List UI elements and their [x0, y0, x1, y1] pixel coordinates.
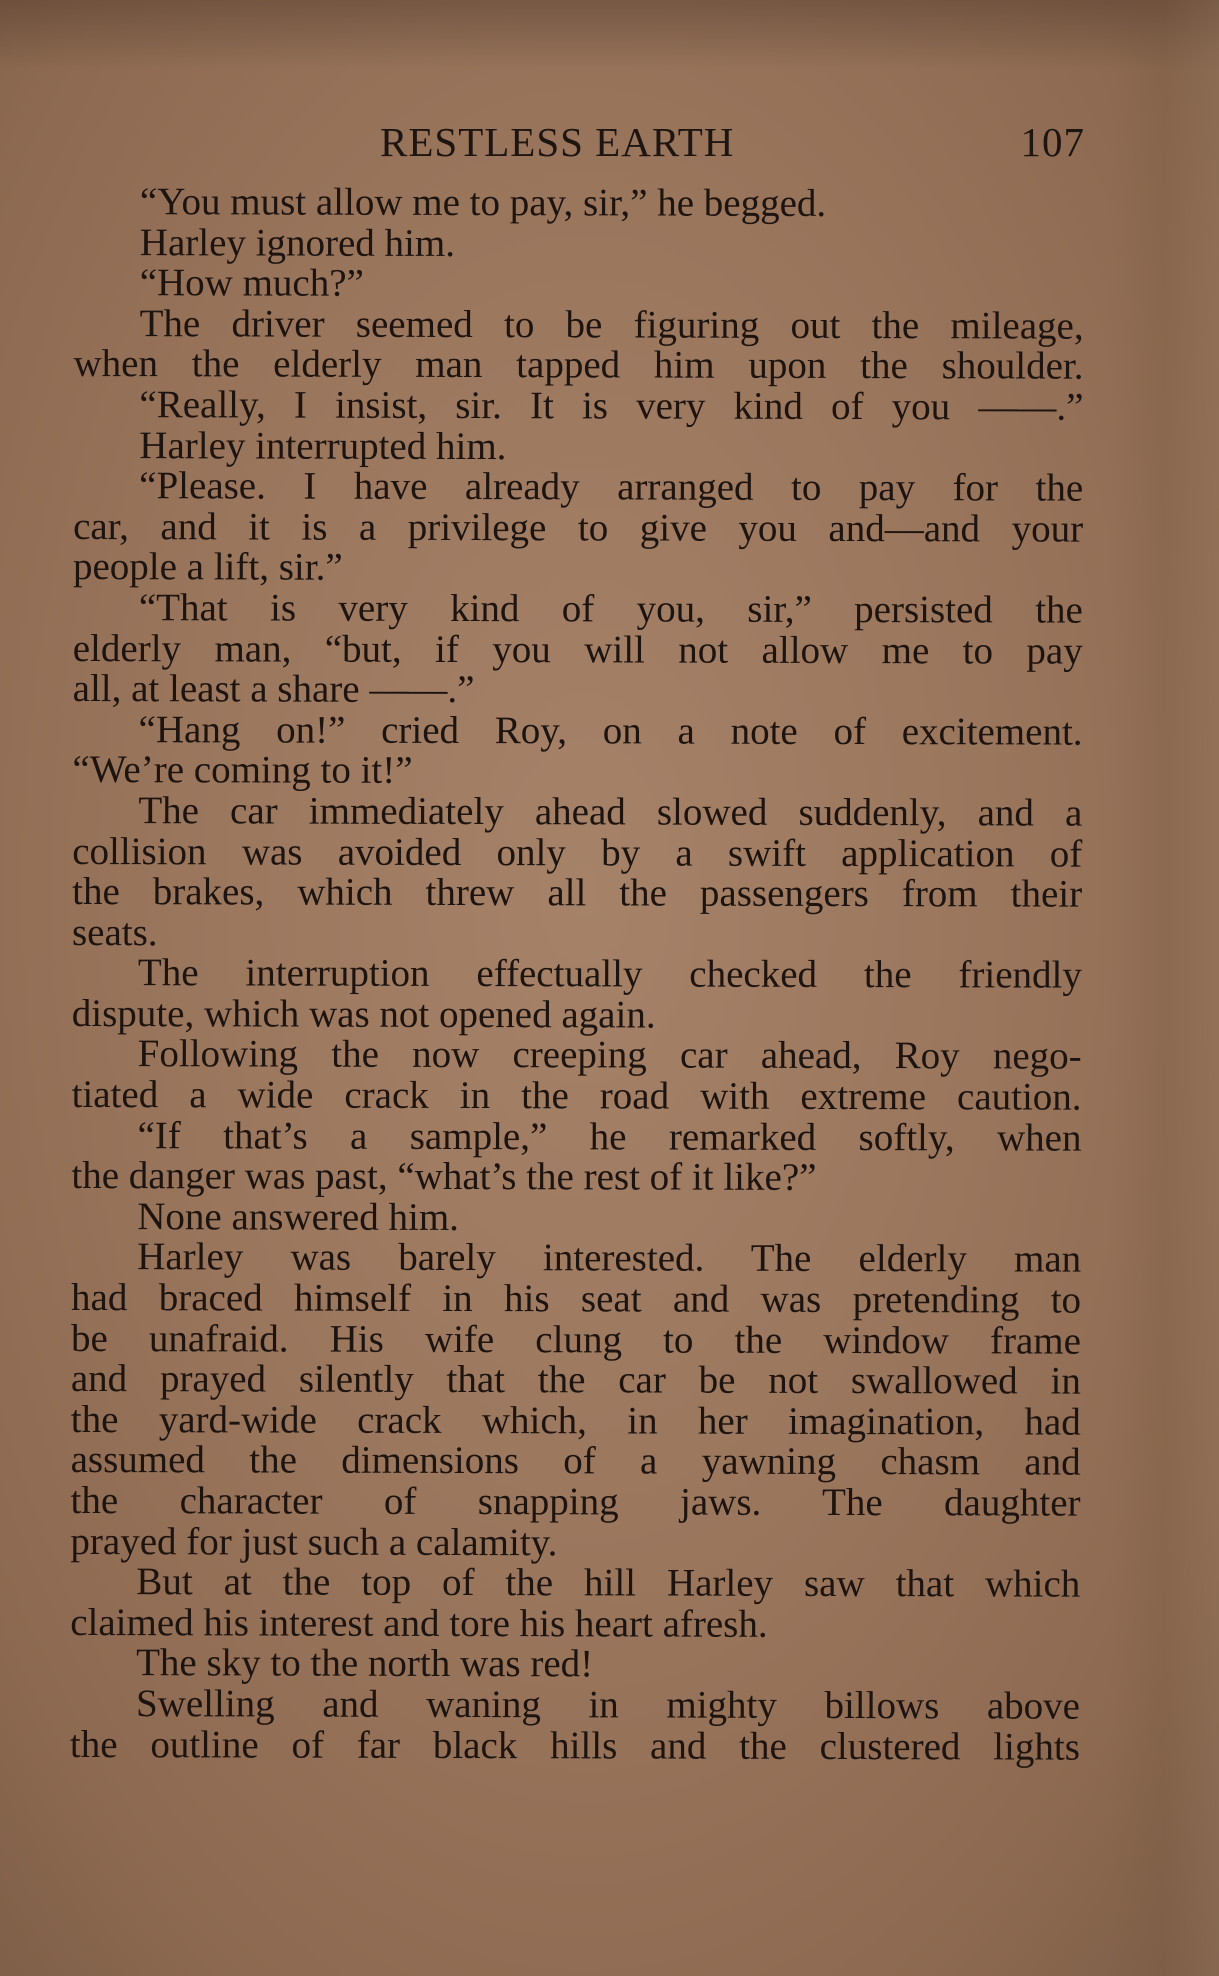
text-line: elderly man, “but, if you will not allow me to pay [72, 626, 1083, 673]
text-line: people a lift, sir.” [72, 545, 343, 590]
text-line: assumed the dimensions of a yawning chasm and [70, 1438, 1081, 1485]
text-line: “We’re coming to it!” [72, 748, 413, 793]
text-line: Swelling and waning in mighty billows above [135, 1682, 1081, 1728]
book-title: RESTLESS EARTH [380, 119, 735, 165]
text-line: tiated a wide crack in the road with extreme caution. [71, 1073, 1082, 1119]
text-line: “Please. I have already arranged to pay for the [139, 464, 1084, 510]
text-line: be unafraid. His wife clung to the window frame [70, 1316, 1082, 1363]
text-line: Harley was barely interested. The elderly man [137, 1235, 1082, 1282]
text-line: when the elderly man tapped him upon the shoulder. [73, 342, 1084, 389]
text-line: claimed his interest and tore his heart afresh. [70, 1600, 768, 1646]
text-line: the character of snapping jaws. The daughter [70, 1478, 1081, 1525]
text-line: The interruption effectually checked the friendly [137, 951, 1082, 997]
text-line: None answered him. [137, 1195, 460, 1239]
text-line: “You must allow me to pay, sir,” he begged. [139, 180, 827, 225]
page-shadow-top [0, 0, 1219, 70]
text-line: “Really, I insist, sir. It is very kind of you ——.” [139, 383, 1084, 429]
text-line: The sky to the north was red! [136, 1641, 594, 1686]
text-line: the danger was past, “what’s the rest of it like?” [71, 1154, 817, 1200]
body-text [70, 182, 1084, 1768]
text-line: “Hang on!” cried Roy, on a note of excitement. [138, 707, 1083, 754]
text-line: The driver seemed to be figuring out the mileage, [139, 301, 1084, 348]
text-line: prayed for just such a calamity. [70, 1519, 558, 1564]
text-line: dispute, which was not opened again. [71, 991, 656, 1037]
text-line: “If that’s a sample,” he remarked softly, when [137, 1113, 1082, 1160]
text-line: the yard-wide crack which, in her imagination, had [70, 1397, 1081, 1444]
running-head [80, 118, 1085, 168]
text-line: and prayed silently that the car be not swallowed in [70, 1357, 1081, 1403]
text-line: Harley interrupted him. [139, 423, 507, 468]
page-edge-right [1109, 0, 1219, 1976]
text-line: Harley ignored him. [139, 220, 456, 265]
text-line: But at the top of the hill Harley saw that which [136, 1560, 1081, 1606]
text-line: had braced himself in his seat and was pretending to [71, 1276, 1082, 1322]
text-line: seats. [71, 910, 158, 954]
text-line: “How much?” [139, 261, 364, 305]
page-number: 107 [1020, 119, 1085, 165]
text-line: all, at least a share ——.” [72, 667, 475, 712]
text-line: Following the now creeping car ahead, Roy nego- [137, 1032, 1082, 1079]
text-line: car, and it is a privilege to give you and—and your [73, 504, 1084, 551]
text-line: the outline of far black hills and the clustered lights [69, 1722, 1080, 1769]
text-line: “That is very kind of you, sir,” persisted the [138, 586, 1083, 632]
text-line: the brakes, which threw all the passengers from their [72, 870, 1083, 916]
text-line: The car immediately ahead slowed suddenly, and a [138, 789, 1083, 835]
text-line: collision was avoided only by a swift application of [72, 829, 1083, 876]
